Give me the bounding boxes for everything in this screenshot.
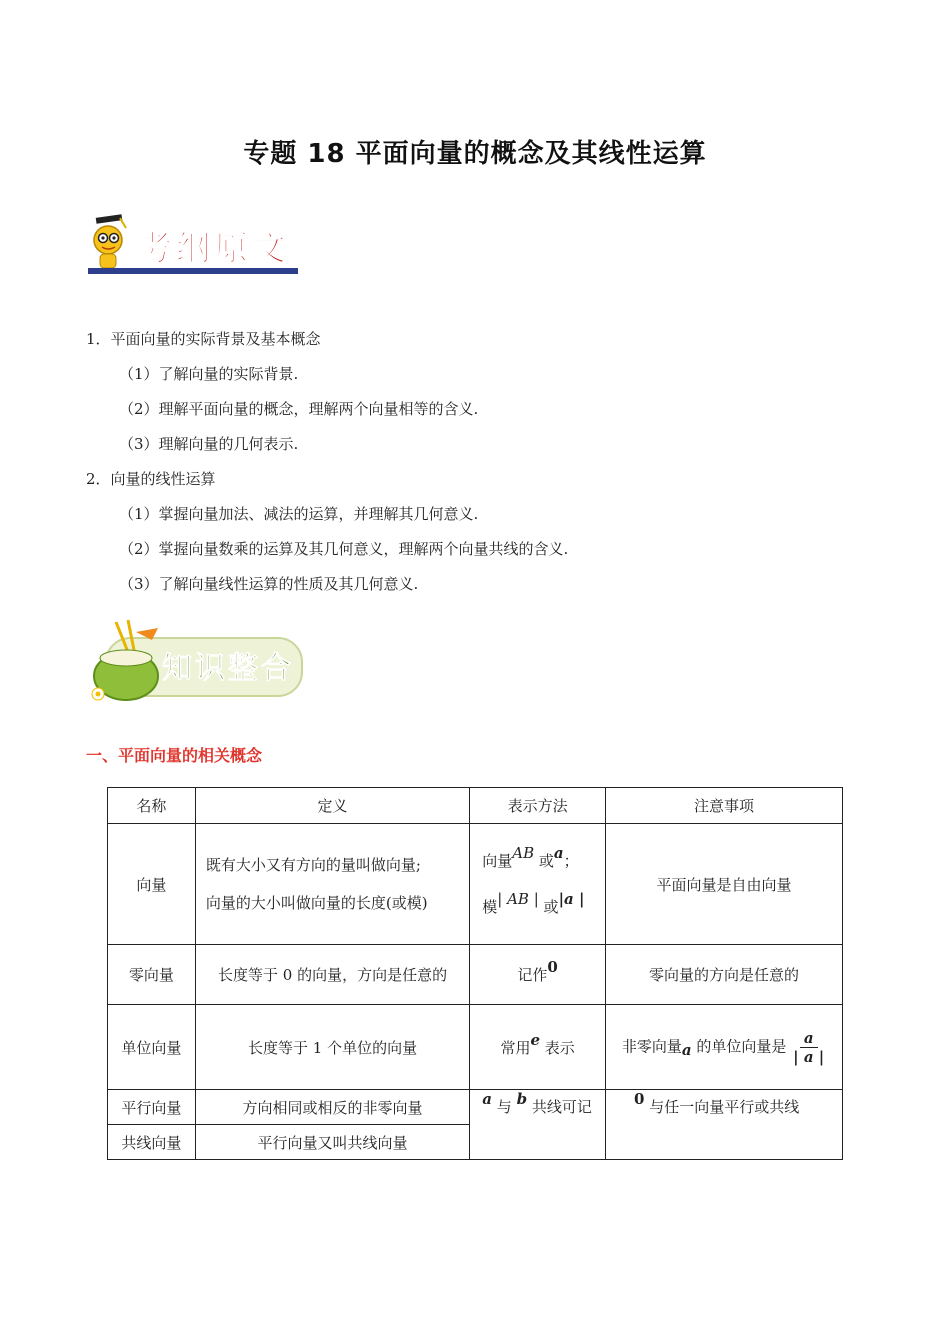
concepts-table — [107, 787, 843, 1160]
outline-subitem: （3）理解向量的几何表示. — [119, 435, 299, 453]
fraction-denominator: | a | — [793, 1047, 825, 1066]
cell-representation — [470, 1090, 606, 1160]
table-row-vector — [108, 824, 843, 945]
cell-definition: 方向相同或相反的非零向量 — [195, 1090, 469, 1125]
cell-definition: 平行向量又叫共线向量 — [195, 1125, 469, 1160]
page-title: 专题 18 平面向量的概念及其线性运算 — [243, 139, 707, 169]
representation-text: ； — [563, 852, 579, 870]
cell-name: 平行向量 — [108, 1090, 196, 1125]
representation-text: 或 — [538, 852, 554, 870]
fraction-numerator: a — [800, 1029, 818, 1048]
unit-vector-fraction — [791, 1029, 826, 1066]
outline-item: 1．平面向量的实际背景及基本概念 — [86, 330, 321, 348]
representation-line — [482, 838, 599, 884]
cell-notes — [606, 1090, 843, 1160]
outline-subitem: （2）掌握向量数乘的运算及其几何意义，理解两个向量共线的含义. — [119, 540, 569, 558]
table-row-parallel-vector — [108, 1090, 843, 1125]
cell-representation — [470, 945, 606, 1005]
definition-line: 既有大小又有方向的量叫做向量; — [205, 856, 421, 874]
modulus-text: 模 — [482, 898, 498, 916]
cell-name: 共线向量 — [108, 1125, 196, 1160]
outline-subitem: （1）了解向量的实际背景. — [119, 365, 299, 383]
outline-subitem: （2）理解平面向量的概念，理解两个向量相等的含义. — [119, 400, 479, 418]
cell-definition: 长度等于 0 的向量，方向是任意的 — [195, 945, 469, 1005]
table-header-row — [108, 788, 843, 824]
syllabus-banner-label: 考纲原文 — [138, 229, 290, 269]
cell-definition — [195, 824, 469, 945]
mascot-icon — [94, 214, 126, 268]
syllabus-outline — [86, 324, 568, 604]
vector-b: b — [516, 1090, 528, 1108]
representation-text: 常用 — [500, 1038, 531, 1057]
zero-vector-symbol: 0 — [634, 1090, 645, 1108]
representation-text: 表示 — [544, 1038, 575, 1057]
modulus-text: 或 — [543, 898, 559, 916]
notes-text: 与任一向量平行或共线 — [649, 1098, 800, 1116]
vector-a: a — [482, 1090, 492, 1108]
representation-text: 与 — [496, 1098, 512, 1116]
header-notes: 注意事项 — [606, 788, 843, 824]
modulus-ab: | AB | — [497, 890, 539, 908]
cell-notes: 平面向量是自由向量 — [606, 824, 843, 945]
cell-name: 零向量 — [108, 945, 196, 1005]
modulus-a: |a | — [558, 890, 585, 908]
header-name: 名称 — [108, 788, 196, 824]
notes-text: 非零向量 — [621, 1037, 682, 1055]
unit-vector-symbol: e — [530, 1030, 541, 1049]
representation-text: 记作 — [517, 966, 548, 984]
table-row-unit-vector — [108, 1005, 843, 1090]
cell-notes — [606, 1005, 843, 1090]
zero-vector-symbol: 0 — [547, 958, 558, 976]
coconut-icon — [92, 620, 158, 700]
cell-definition: 长度等于 1 个单位的向量 — [195, 1005, 469, 1090]
syllabus-banner — [86, 208, 302, 280]
vector-ab: AB — [512, 844, 535, 862]
table-row-zero-vector — [108, 945, 843, 1005]
header-definition: 定义 — [195, 788, 469, 824]
cell-notes: 零向量的方向是任意的 — [606, 945, 843, 1005]
outline-subitem: （1）掌握向量加法、减法的运算，并理解其几何意义. — [119, 505, 479, 523]
knowledge-banner — [86, 618, 306, 704]
notes-text: 的单位向量是 — [696, 1037, 787, 1055]
cell-representation — [470, 824, 606, 945]
cell-representation — [470, 1005, 606, 1090]
vector-a: a — [553, 844, 564, 862]
outline-subitem: （3）了解向量线性运算的性质及其几何意义. — [119, 575, 419, 593]
outline-item: 2．向量的线性运算 — [86, 470, 216, 488]
cell-name: 向量 — [108, 824, 196, 945]
vector-a: a — [681, 1041, 692, 1059]
cell-name: 单位向量 — [108, 1005, 196, 1090]
knowledge-banner-label: 知识整合 — [162, 651, 294, 686]
representation-text: 向量 — [482, 852, 513, 870]
header-representation: 表示方法 — [470, 788, 606, 824]
section-heading: 一、平面向量的相关概念 — [86, 746, 263, 765]
representation-text: 共线可记 — [531, 1098, 592, 1116]
definition-line: 向量的大小叫做向量的长度(或模) — [205, 894, 428, 912]
modulus-line — [482, 884, 599, 930]
